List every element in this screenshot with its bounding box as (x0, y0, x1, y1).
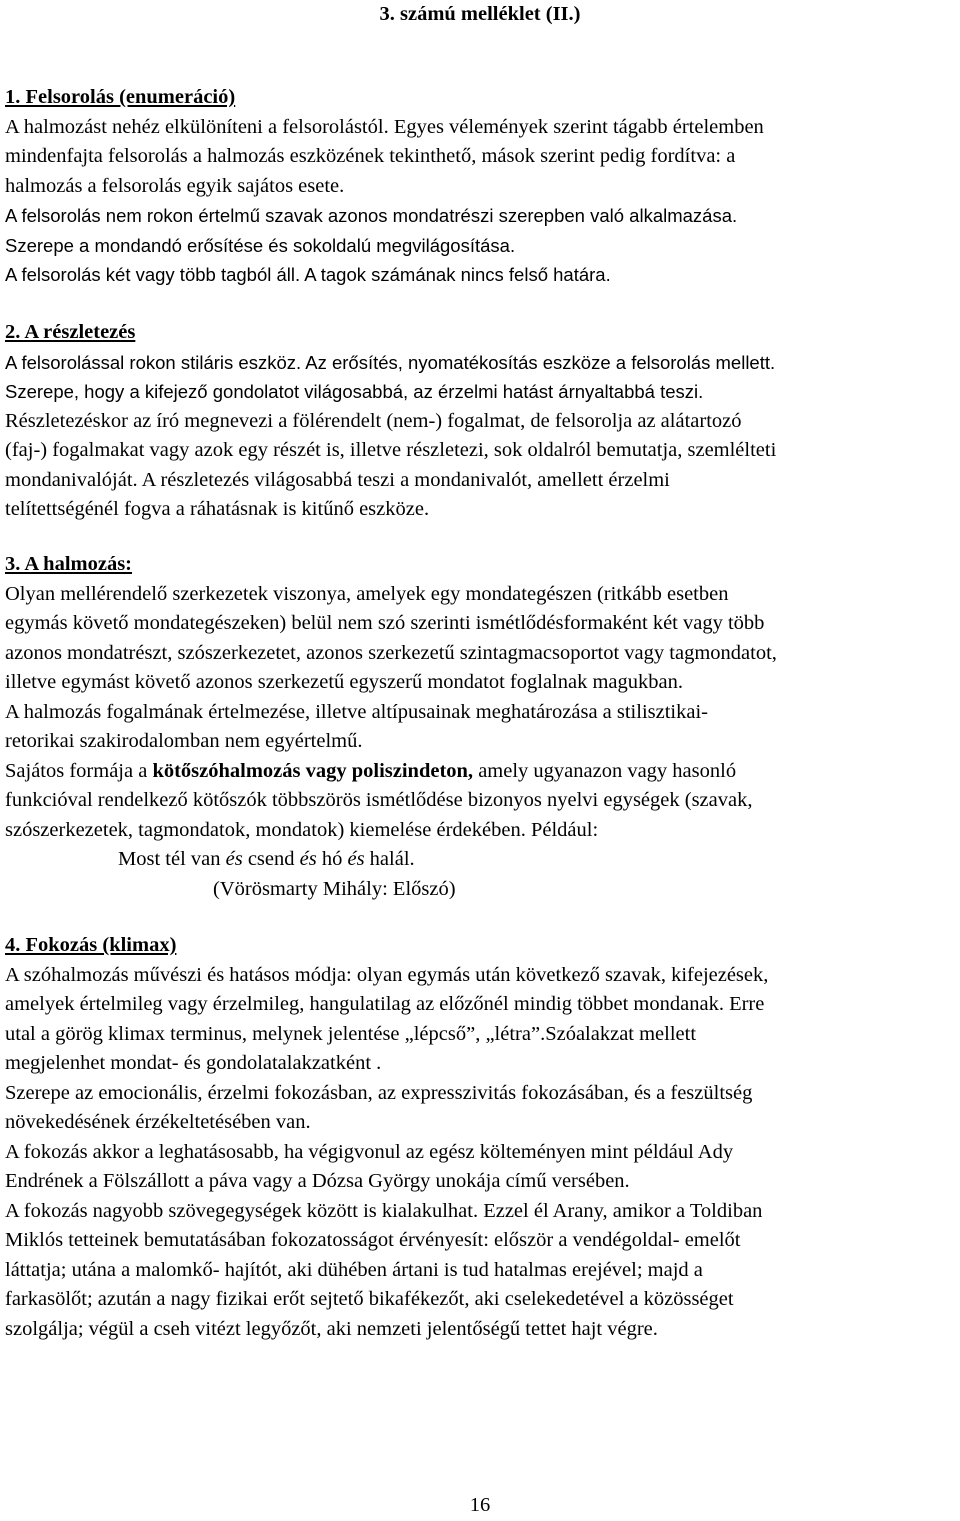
text-line: Szerepe az emocionális, érzelmi fokozásban, az expresszivitás fokozásában, és a feszültség (5, 1081, 753, 1104)
text-line: A halmozást nehéz elkülöníteni a felsorolástól. Egyes vélemények szerint tágabb értelemben (5, 115, 764, 138)
section-heading: 4. Fokozás (klimax) (5, 934, 177, 956)
text-line: egymás követő mondategészeken) belül nem szó szerinti ismétlődésformaként két vagy több (5, 612, 765, 634)
text-line: A szóhalmozás művészi és hatásos módja: olyan egymás után következő szavak, kifejezések, (5, 963, 769, 986)
text-line: A fokozás nagyobb szövegegységek között is kialakulhat. Ezzel él Arany, amikor a Toldiban (5, 1199, 763, 1222)
section-felsorolas (5, 83, 955, 290)
bold-term: kötőszóhalmozás vagy poliszindeton, (152, 759, 474, 782)
text-fragment: amely ugyanazon vagy hasonló (473, 759, 737, 782)
example-source: (Vörösmarty Mihály: Előszó) (213, 877, 456, 900)
text-line: mondanivalóját. A részletezés világosabbá teszi a mondanivalót, amellett érzelmi (5, 468, 670, 491)
text-line: farkasölőt; azután a nagy fizikai erőt sejtető bikafékezőt, aki cselekedetével a közösséget (5, 1288, 734, 1310)
conjunction: és (225, 848, 243, 870)
text-line-polysyndeton (5, 757, 955, 787)
text-line: Részletezéskor az író megnevezi a fölérendelt (nem-) fogalmat, de felsorolja az alátartozó (5, 409, 742, 432)
text-line: A felsorolás nem rokon értelmű szavak azonos mondatrészi szerepben való alkalmazása. (5, 205, 738, 226)
page-number: 16 (469, 1494, 491, 1516)
section-body (5, 407, 955, 525)
text-line: láttatja; utána a malomkő- hajítót, aki dühében ártani is tud hatalmas erejével; majd a (5, 1258, 703, 1281)
text-line: A halmozás fogalmának értelmezése, illetve altípusainak meghatározása a stilisztikai- (5, 700, 708, 723)
section-fokozas (5, 931, 955, 1344)
section-heading: 2. A részletezés (5, 321, 136, 343)
text-line: szolgálja; végül a cseh vitézt legyőzőt, aki nemzeti jelentőségű tettet hajt végre. (5, 1317, 658, 1340)
text-line: megjelenhet mondat- és gondolatalakzatként . (5, 1052, 382, 1074)
text-line: amelyek értelmileg vagy érzelmileg, hangulatilag az előzőnél mindig többet mondanak. Erre (5, 993, 765, 1015)
quote-fragment: hó (316, 848, 348, 870)
section-reszletezes (5, 318, 955, 525)
quote-fragment: csend (242, 848, 300, 870)
page-title: 3. számú melléklet (II.) (379, 3, 581, 25)
text-line: illetve egymást követő azonos szerkezetű egyszerű mondatot foglalnak magukban. (5, 671, 683, 693)
text-line: A felsorolással rokon stiláris eszköz. Az erősítés, nyomatékosítás eszköze a felsorolás mellett. (5, 351, 776, 373)
section-body (5, 961, 955, 1345)
text-line: Szerepe, hogy a kifejező gondolatot világosabbá, az érzelmi hatást árnyaltabbá teszi. (5, 381, 704, 402)
example-quote (5, 845, 955, 875)
text-line: A fokozás akkor a leghatásosabb, ha végigvonul az egész költeményen mint például Ady (5, 1140, 734, 1163)
text-line: A felsorolás két vagy több tagból áll. A tagok számának nincs felső határa. (5, 264, 611, 285)
text-line: retorikai szakirodalomban nem egyértelmű. (5, 730, 363, 752)
conjunction: és (299, 848, 317, 870)
text-line: funkcióval rendelkező kötőszók többszörös ismétlődése bizonyos nyelvi egységek (szavak, (5, 789, 753, 811)
text-line: növekedésének érzékeltetésében van. (5, 1111, 311, 1133)
text-line: Szerepe a mondandó erősítése és sokoldalú megvilágosítása. (5, 234, 516, 256)
conjunction: és (347, 848, 365, 870)
quote-fragment: Most tél van (118, 848, 226, 870)
section-body (5, 113, 955, 202)
text-line: azonos mondatrészt, szószerkezetet, azonos szerkezetű szintagmacsoportot vagy tagmondatot, (5, 641, 777, 664)
text-line: mindenfajta felsorolás a halmozás eszközének tekinthető, mások szerint pedig fordítva: a (5, 145, 736, 167)
text-line: Miklós tetteinek bemutatásában fokozatosságot érvényesít: először a vendégoldal- emelőt (5, 1229, 741, 1251)
section-body-sans (5, 201, 955, 290)
text-fragment: Sajátos formája a (5, 759, 153, 782)
text-line: utal a görög klimax terminus, melynek jelentése „lépcső”, „létra”.Szóalakzat mellett (5, 1022, 697, 1045)
section-body-sans (5, 348, 955, 407)
text-line: Olyan mellérendelő szerkezetek viszonya, amelyek egy mondategészen (ritkább esetben (5, 582, 729, 605)
section-halmozas (5, 550, 955, 904)
section-heading: 1. Felsorolás (enumeráció) (5, 86, 236, 108)
quote-fragment: halál. (364, 848, 415, 870)
section-body (5, 580, 955, 905)
text-line: Endrének a Fölszállott a páva vagy a Dózsa György unokája című versében. (5, 1170, 630, 1192)
text-line: telítettségénél fogva a ráhatásnak is kitűnő eszköze. (5, 498, 430, 520)
text-line: szószerkezetek, tagmondatok, mondatok) kiemelése érdekében. Például: (5, 818, 599, 841)
section-heading: 3. A halmozás: (5, 553, 132, 575)
text-line: halmozás a felsorolás egyik sajátos esete. (5, 174, 345, 197)
text-line: (faj-) fogalmakat vagy azok egy részét is, illetve részletezi, sok oldalról bemutatja, szemlélteti (5, 439, 777, 461)
